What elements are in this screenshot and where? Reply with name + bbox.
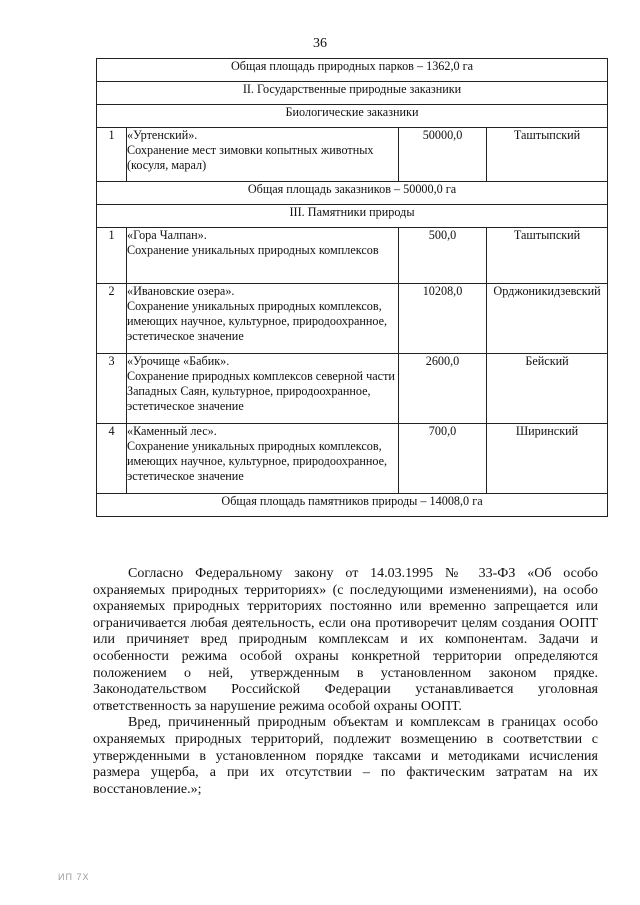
area-purpose: Сохранение уникальных природных комплексов, имеющих научное, культурное, природоохранное, эстетическое значение [127,439,388,483]
row-district: Бейский [487,354,608,424]
paragraph: Согласно Федеральному закону от 14.03.1995 № 33-ФЗ «Об особо охраняемых природных территориях» (с последующими изменениями), на особо охраняемых природных территориях постоянно или временно запрещается или ограничивается любая деятельность, если она противоречит целям создания ООПТ или причиняет вред природным комплексам и их компонентам. Задачи и особенности режима особой охраны конкретной территории определяются положением о ней, утвержденным в установленном законом прядке. Законодательством Российской Федерации устанавливается уголовная ответственность за нарушение режима особой охраны ООПТ. [93,566,598,714]
section2-total-row [97,182,608,205]
table-row [97,284,608,354]
area-name: «Урочище «Бабик». [127,354,230,368]
section3-title: III. Памятники природы [97,205,608,228]
table-row [97,424,608,494]
area-name: «Гора Чалпан». [127,228,207,242]
section3-title-row [97,205,608,228]
row-district: Ширинский [487,424,608,494]
area-name: «Уртенский». [127,128,198,142]
paragraph: Вред, причиненный природным объектам и комплексам в границах особо охраняемых природных территорий, подлежит возмещению в соответствии с утвержденными в установленном порядке таксами и методиками исчисления размера ущерба, а при их отсутствии – по фактическим затратам на их восстановление.»; [93,715,598,797]
row-number: 1 [97,228,127,284]
section2-title: II. Государственные природные заказники [97,82,608,105]
area-purpose: Сохранение мест зимовки копытных животных (косуля, марал) [127,143,374,172]
row-description [127,424,399,494]
area-purpose: Сохранение уникальных природных комплексов, имеющих научное, культурное, природоохранное, эстетическое значение [127,299,388,343]
section3-total: Общая площадь памятников природы – 14008,0 га [97,494,608,517]
protected-areas-table [96,58,608,517]
row-description [127,128,399,182]
park-total-cell: Общая площадь природных парков – 1362,0 га [97,59,608,82]
area-purpose: Сохранение уникальных природных комплексов [127,243,379,257]
table-row [97,228,608,284]
section2-title-row [97,82,608,105]
area-name: «Каменный лес». [127,424,217,438]
row-description [127,354,399,424]
area-purpose: Сохранение природных комплексов северной части Западных Саян, культурное, природоохранное, эстетическое значение [127,369,395,413]
row-number: 3 [97,354,127,424]
page-number: 36 [313,36,327,51]
body-text [93,566,598,798]
park-total-row [97,59,608,82]
row-district: Орджоникидзевский [487,284,608,354]
section2-subtitle: Биологические заказники [97,105,608,128]
row-district: Таштыпский [487,228,608,284]
section2-total: Общая площадь заказников – 50000,0 га [97,182,608,205]
row-number: 1 [97,128,127,182]
row-area: 50000,0 [399,128,487,182]
row-number: 2 [97,284,127,354]
row-area: 700,0 [399,424,487,494]
footer-mark: ИП 7Х [58,872,90,882]
row-area: 10208,0 [399,284,487,354]
row-area: 500,0 [399,228,487,284]
row-area: 2600,0 [399,354,487,424]
section2-subtitle-row [97,105,608,128]
row-description [127,284,399,354]
row-description [127,228,399,284]
row-number: 4 [97,424,127,494]
row-district: Таштыпский [487,128,608,182]
table-row [97,354,608,424]
table-row [97,128,608,182]
section3-total-row [97,494,608,517]
area-name: «Ивановские озера». [127,284,235,298]
